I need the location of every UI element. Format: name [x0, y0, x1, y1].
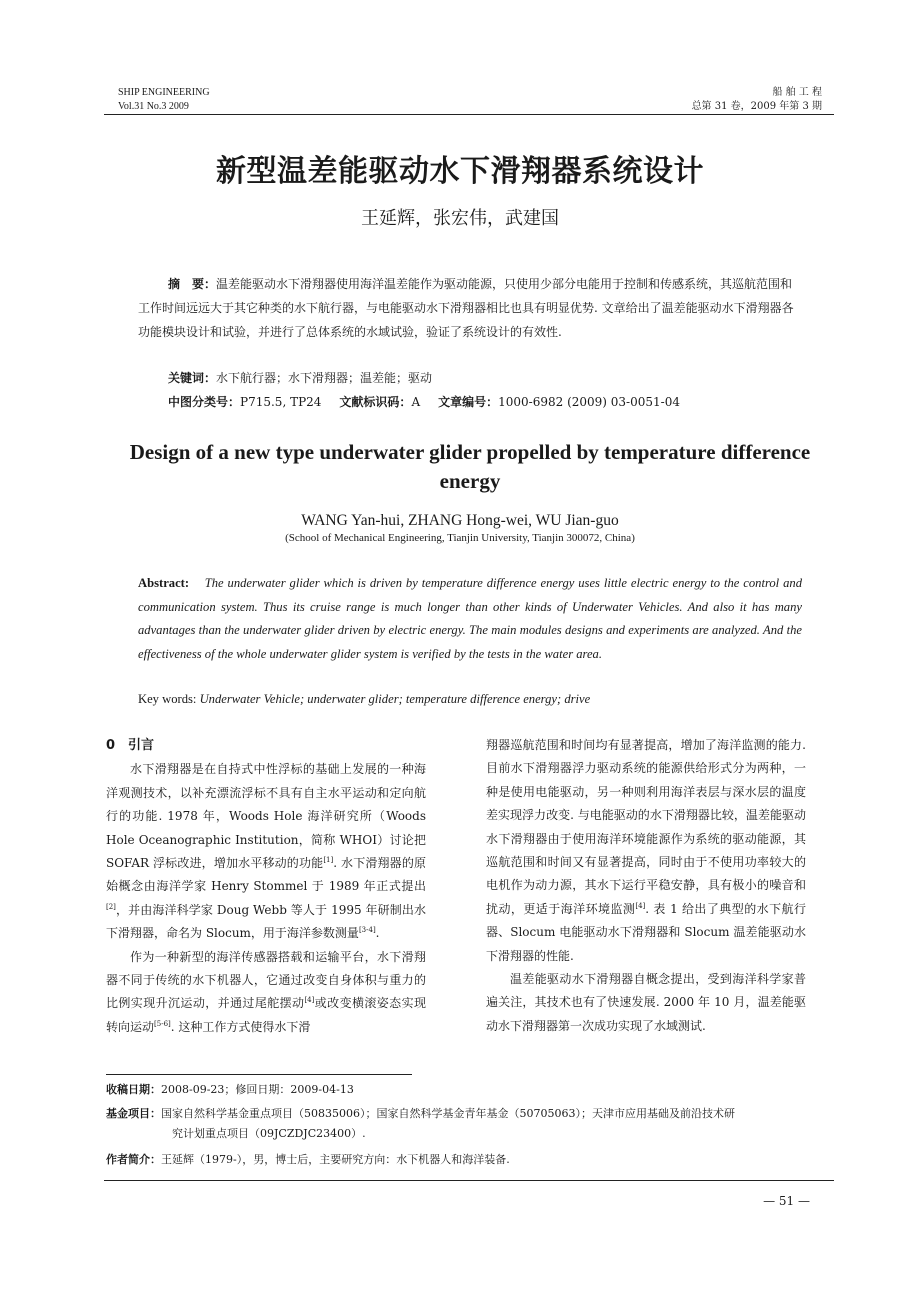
- authors-cn: 王延辉，张宏伟，武建国: [361, 208, 559, 229]
- citation-ref: [4]: [304, 996, 315, 1005]
- volume-info-cn: 总第 31 卷，2009 年第 3 期: [691, 101, 822, 112]
- paper-title-en: Design of a new type underwater glider propelled by temperature difference energy: [129, 440, 811, 493]
- fund-value-2: 究计划重点项目（09JCZDJC23400）.: [172, 1127, 366, 1140]
- text-run: 水下滑翔器是在自持式中性浮标的基础上发展的一种海洋观测技术，以补充漂流浮标不具有自主水平运动和定向航行的功能. 1978 年，Woods Hole 海洋研究所（Woods Hole Oceanographic Institution，简称 WHOI）讨论把 SOFAR 浮标改进，增加水平移动的功能: [106, 762, 426, 871]
- text-run: ，并由海洋科学家 Doug Webb 等人于 1995 年研制出水下滑翔器，命名为 Slocum，用于海洋参数测量: [106, 902, 426, 941]
- paper-title-cn: 新型温差能驱动水下滑翔器系统设计: [216, 154, 704, 189]
- citation-ref: [2]: [106, 902, 116, 911]
- received-label: 收稿日期：: [106, 1083, 161, 1096]
- abstract-en: [138, 572, 802, 666]
- running-header-right: [692, 86, 822, 114]
- authors-en: WANG Yan-hui, ZHANG Hong-wei, WU Jian-guo: [301, 512, 619, 529]
- author-bio-label: 作者简介：: [106, 1153, 161, 1166]
- intro-paragraph-1: [106, 758, 426, 945]
- intro-paragraph-3: 温差能驱动水下滑翔器自概念提出，受到海洋科学家普遍关注，其技术也有了快速发展. 2000 年 10 月，温差能驱动水下滑翔器第一次成功实现了水域测试.: [486, 972, 806, 1033]
- footer-divider: [104, 1180, 834, 1181]
- citation-ref: [3-4]: [358, 926, 376, 935]
- footnote-divider: [106, 1074, 412, 1075]
- text-run: 作为一种新型的海洋传感器搭载和运输平台，水下滑翔器不同于传统的水下机器人，它通过改变自身体积与重力的比例实现升沉运动，并通过尾舵摆动: [106, 949, 426, 1011]
- citation-ref: [4]: [635, 901, 646, 910]
- keywords-cn: [168, 368, 432, 388]
- doc-code-value: A: [411, 395, 421, 409]
- text-run: . 这种工作方式使得水下滑: [170, 1019, 311, 1034]
- doc-code-label: 文献标识码：: [339, 395, 412, 409]
- author-bio-value: 王延辉（1979-），男，博士后，主要研究方向：水下机器人和海洋装备.: [161, 1153, 510, 1166]
- abstract-en-text: The underwater glider which is driven by temperature difference energy uses little electric energy to the control and communication system. Thus its cruise range is much longer than other kinds of Underwater Vehicles. And also it has many advantages than the underwater glider driven by electric energy. The main modules designs and experiments are analyzed. And the effectiveness of the whole underwater glider system is verified by the tests in the water area.: [138, 576, 802, 661]
- article-number-label: 文章编号：: [438, 395, 499, 409]
- abstract-cn: [138, 272, 802, 344]
- intro-paragraph-2-continued: [486, 734, 806, 968]
- fund-label: 基金项目：: [106, 1107, 161, 1120]
- citation-ref: [1]: [323, 856, 334, 865]
- text-run: .: [375, 926, 380, 941]
- page-number: — 51 —: [763, 1194, 810, 1208]
- text-run: . 水下滑翔器的原始概念由海洋学家 Henry Stommel 于 1989 年正式提出: [106, 856, 427, 894]
- clc-label: 中图分类号：: [168, 395, 241, 409]
- keywords-en-label: Key words:: [138, 692, 197, 706]
- volume-info-en: Vol.31 No.3 2009: [118, 101, 189, 112]
- body-column-left: [106, 734, 426, 1039]
- classification-line: [168, 392, 680, 412]
- abstract-en-label: Abstract:: [138, 576, 190, 590]
- footnote-fund: [106, 1104, 834, 1144]
- section-number: 0: [106, 738, 116, 753]
- clc-value: P715.5, TP24: [240, 395, 322, 409]
- abstract-cn-label: 摘 要：: [168, 277, 217, 291]
- text-run: 翔器巡航范围和时间均有显著提高，增加了海洋监测的能力. 目前水下滑翔器浮力驱动系统的能源供给形式分为两种，一种是使用电能驱动，另一种则利用海洋表层与深水层的温度差实现浮力改变. 与电能驱动的水下滑翔器比较，温差能驱动水下滑翔器由于使用海洋环境能源作为系统的驱动能源，其巡航范围和时间又有显著提高，同时由于不使用功率较大的电机作为动力源，其水下运行平稳安静，具有极小的噪音和扰动，更适于海洋环境监测: [486, 738, 806, 916]
- text-run: . 表 1 给出了典型的水下航行器、Slocum 电能驱动水下滑翔器和 Slocum 温差能驱动水下滑翔器的性能.: [486, 901, 806, 963]
- keywords-en-text: Underwater Vehicle; underwater glider; temperature difference energy; drive: [199, 692, 591, 706]
- body-column-right: [486, 734, 806, 1038]
- text-run: 或改变横滚姿态实现转向运动: [106, 996, 426, 1034]
- footnote-received: [106, 1080, 834, 1100]
- footnote-author: [106, 1150, 834, 1170]
- journal-name-en: SHIP ENGINEERING: [118, 87, 210, 98]
- header-divider: [104, 114, 834, 115]
- citation-ref: [5-6]: [154, 1019, 171, 1028]
- affiliation-en: (School of Mechanical Engineering, Tianjin University, Tianjin 300072, China): [285, 532, 635, 544]
- intro-paragraph-2: [106, 946, 426, 1040]
- abstract-cn-text: 温差能驱动水下滑翔器使用海洋温差能作为驱动能源，只使用少部分电能用于控制和传感系统，其巡航范围和工作时间远远大于其它种类的水下航行器，与电能驱动水下滑翔器相比也具有明显优势. 文章给出了温差能驱动水下滑翔器各功能模块设计和试验，并进行了总体系统的水域试验，验证了系统设计的有效性.: [138, 277, 794, 339]
- running-header-left: [118, 86, 210, 114]
- keywords-cn-label: 关键词：: [168, 371, 217, 385]
- journal-name-cn: 船 舶 工 程: [772, 87, 822, 98]
- section-heading: [106, 734, 426, 757]
- received-value: 2008-09-23；修回日期：2009-04-13: [161, 1083, 354, 1096]
- fund-value-1: 国家自然科学基金重点项目（50835006）；国家自然科学基金青年基金（50705063）；天津市应用基础及前沿技术研: [161, 1107, 735, 1120]
- section-title: 引言: [128, 738, 155, 753]
- keywords-en: [138, 688, 802, 710]
- keywords-cn-text: 水下航行器；水下滑翔器；温差能；驱动: [216, 371, 433, 385]
- article-number-value: 1000-6982 (2009) 03-0051-04: [498, 395, 680, 409]
